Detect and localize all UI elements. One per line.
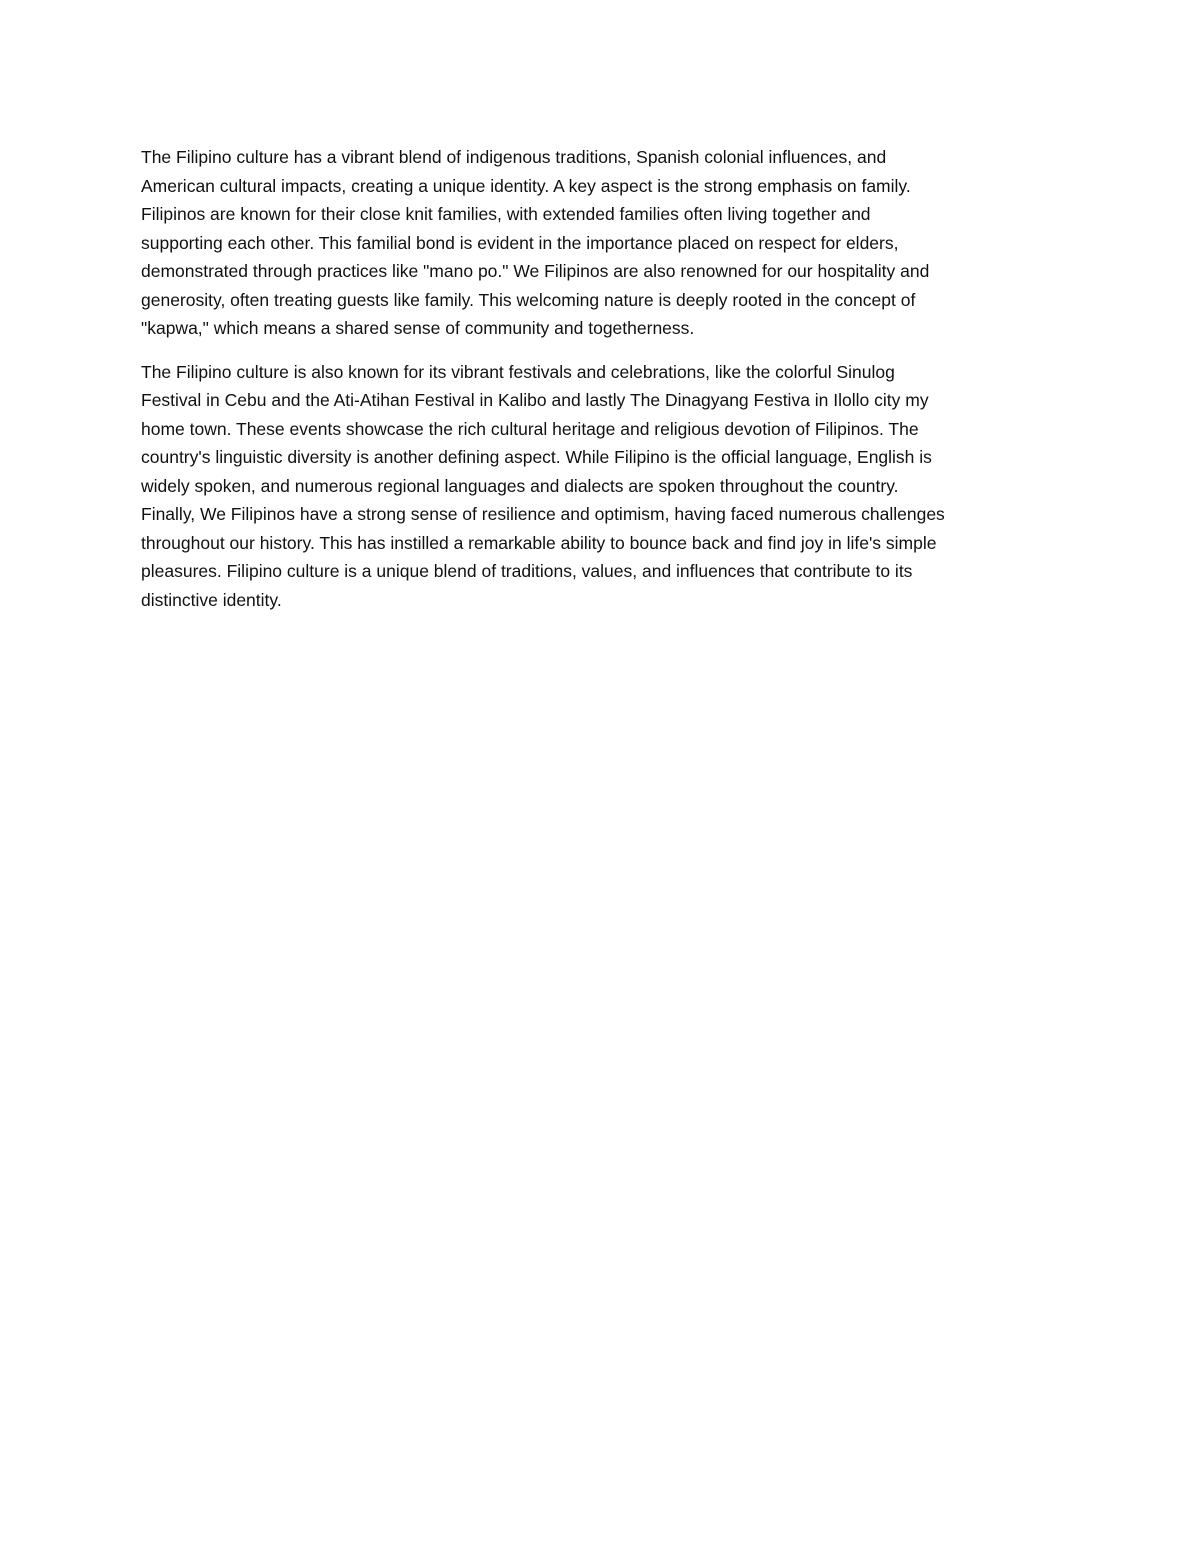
text-line: generosity, often treating guests like family. This welcoming nature is deeply rooted in the concept of [141, 289, 916, 310]
text-line: home town. These events showcase the rich cultural heritage and religious devotion of Filipinos. The [141, 418, 919, 439]
text-line: supporting each other. This familial bond is evident in the importance placed on respect for elders, [141, 232, 899, 253]
text-line: demonstrated through practices like "mano po." We Filipinos are also renowned for our hospitality and [141, 261, 930, 281]
paragraph-1 [141, 143, 1071, 343]
text-line: distinctive identity. [141, 589, 282, 610]
text-line: American cultural impacts, creating a unique identity. A key aspect is the strong emphasis on family. [141, 175, 911, 196]
text-line: Finally, We Filipinos have a strong sense of resilience and optimism, having faced numerous challenges [141, 504, 945, 524]
text-line: The Filipino culture is also known for its vibrant festivals and celebrations, like the colorful Sinulog [141, 361, 895, 382]
paragraph-2 [141, 358, 1071, 615]
document-body [141, 143, 1071, 629]
text-line: throughout our history. This has instilled a remarkable ability to bounce back and find joy in life's simple [141, 532, 937, 553]
text-line: Filipinos are known for their close knit families, with extended families often living together and [141, 204, 871, 224]
text-line: "kapwa," which means a shared sense of community and togetherness. [141, 318, 695, 338]
text-line: pleasures. Filipino culture is a unique blend of traditions, values, and influences that contribute to its [141, 561, 913, 581]
text-line: country's linguistic diversity is another defining aspect. While Filipino is the official language, English is [141, 447, 932, 467]
text-line: Festival in Cebu and the Ati-Atihan Festival in Kalibo and lastly The Dinagyang Festiva in Ilollo city my [141, 390, 929, 410]
text-line: The Filipino culture has a vibrant blend of indigenous traditions, Spanish colonial influences, and [141, 147, 887, 167]
text-line: widely spoken, and numerous regional languages and dialects are spoken throughout the country. [141, 475, 899, 496]
